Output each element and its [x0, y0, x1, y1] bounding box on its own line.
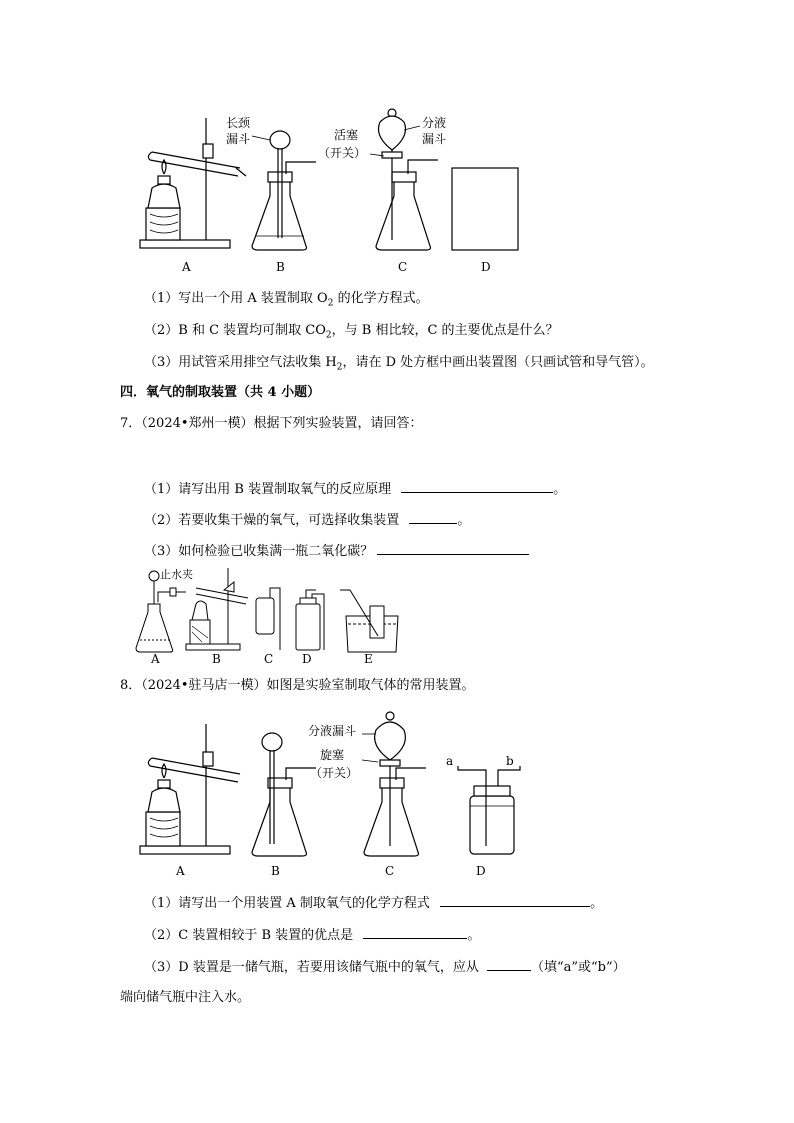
q7-part1-text: （1）请写出用 B 装置制取氧气的反应原理 [144, 482, 392, 497]
q6-part2-text: （2）B 和 C 装置均可制取 CO [144, 323, 326, 338]
q6-part3-text-end: ，请在 D 处方框中画出装置图（只画试管和导气管）。 [342, 355, 654, 370]
q8-part1-blank[interactable] [440, 894, 590, 907]
q8-label-a: A [176, 864, 185, 878]
label-long-funnel-2: 漏斗 [226, 132, 251, 146]
label-sep-funnel-q8: 分液漏斗 [308, 724, 357, 738]
q8-part2-end: 。 [467, 928, 481, 943]
label-port-b: b [506, 754, 514, 768]
q8-label-d: D [476, 864, 486, 878]
label-c: C [398, 260, 408, 274]
q6-part3-text: （3）用试管采用排空气法收集 H [144, 355, 337, 370]
stand-base-a3 [140, 846, 230, 854]
label-port-a: a [446, 754, 454, 768]
q8-stem: 8．（2024•驻马店一模）如图是实验室制取气体的常用装置。 [120, 678, 475, 693]
q6-part1-sub: 2 [327, 298, 334, 309]
label-stopcock-1: 活塞 [334, 128, 359, 142]
label-b: B [276, 260, 285, 274]
q8-part3-blank[interactable] [487, 958, 531, 971]
q7-stem: 7．（2024•郑州一模）根据下列实验装置，请回答： [120, 416, 423, 431]
q8-part2-text: （2）C 装置相较于 B 装置的优点是 [144, 928, 354, 943]
q6-part1-text-end: 的化学方程式。 [333, 291, 429, 306]
label-a: A [182, 260, 191, 274]
q8-part3-text: （3）D 装置是一储气瓶，若要用该储气瓶中的氧气，应从 [144, 960, 479, 975]
q8-part1 [144, 894, 603, 912]
q8-label-b: B [271, 864, 280, 878]
q7-part2-text: （2）若要收集干燥的氧气，可选择收集装置 [144, 513, 400, 528]
conical-flask-c3 [364, 778, 419, 856]
q7-part3-text: （3）如何检验已收集满一瓶二氧化碳？ [144, 544, 374, 559]
q7-label-e: E [364, 652, 373, 666]
q7-label-d: D [302, 652, 312, 666]
q8-part3-text-mid: （填“a”或“b”） [530, 960, 626, 975]
q7-part1-end: 。 [553, 482, 567, 497]
q8-part2 [144, 926, 480, 944]
alcohol-lamp-a3 [148, 788, 180, 812]
q7-label-b: B [212, 652, 221, 666]
q8-part2-blank[interactable] [363, 926, 467, 939]
q8-part3-cont: 端向储气瓶中注入水。 [120, 990, 251, 1005]
label-stopcock-q8-1: 旋塞 [320, 748, 345, 762]
q6-part2-text-end: ，与 B 相比较，C 的主要优点是什么？ [331, 323, 559, 338]
label-stopcock-q8-2: （开关） [310, 766, 359, 780]
conical-flask-b3 [252, 778, 307, 856]
q6-part3-sub: 2 [336, 362, 343, 373]
label-stopcock-2: （开关） [318, 146, 367, 160]
label-sep-funnel-1: 分液 [422, 116, 447, 130]
label-d: D [481, 260, 491, 274]
q8-part1-end: 。 [590, 896, 604, 911]
label-sep-funnel-2: 漏斗 [422, 132, 447, 146]
q8-part1-text: （1）请写出一个用装置 A 制取氧气的化学方程式 [144, 896, 430, 911]
q6-part2-sub: 2 [325, 330, 332, 341]
label-long-funnel-1: 长颈 [226, 116, 251, 130]
label-clamp: 止水夹 [160, 568, 193, 581]
gas-storage-bottle-d3 [458, 766, 520, 854]
q6-part1-text: （1）写出一个用 A 装置制取 O [144, 291, 328, 306]
q8-label-c: C [385, 864, 395, 878]
section-heading: 四．氧气的制取装置（共 4 小题） [120, 385, 321, 400]
q7-label-a: A [151, 652, 160, 666]
q8-part3 [144, 958, 626, 976]
q7-part2-end: 。 [457, 513, 471, 528]
q7-label-c: C [264, 652, 274, 666]
